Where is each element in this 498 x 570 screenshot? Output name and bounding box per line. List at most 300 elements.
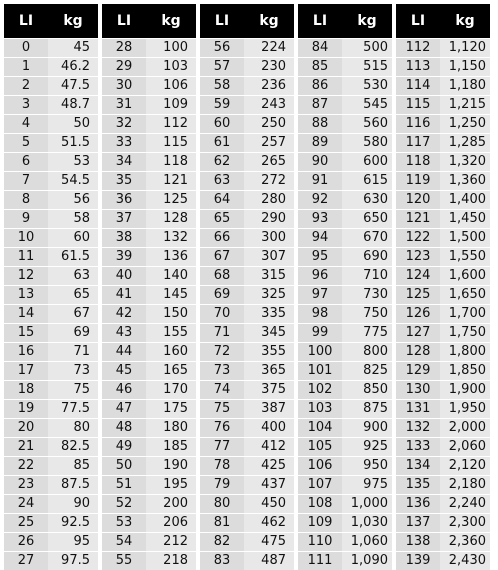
cell-load-index: 1 (4, 58, 48, 76)
table-row (4, 437, 98, 456)
table-row (298, 152, 392, 171)
table-row (4, 304, 98, 323)
cell-load-index: 108 (298, 495, 342, 513)
table-row (298, 456, 392, 475)
table-rows (4, 38, 98, 570)
table-row (396, 380, 490, 399)
cell-load-index: 26 (4, 533, 48, 551)
cell-kg: 150 (163, 306, 188, 321)
table-row (102, 532, 196, 551)
table-row (4, 247, 98, 266)
cell-kg: 2,300 (448, 515, 486, 530)
table-header (298, 4, 392, 38)
table-row (102, 513, 196, 532)
cell-kg: 71 (73, 344, 90, 359)
table-row (4, 190, 98, 209)
table-row (4, 133, 98, 152)
cell-kg: 125 (163, 192, 188, 207)
table-row (4, 342, 98, 361)
table-row (200, 76, 294, 95)
cell-load-index: 126 (396, 305, 440, 323)
cell-load-index: 85 (298, 58, 342, 76)
cell-kg: 462 (261, 515, 286, 530)
cell-kg: 1,250 (448, 116, 486, 131)
cell-kg: 121 (163, 173, 188, 188)
table-row (396, 342, 490, 361)
cell-kg: 195 (163, 477, 188, 492)
cell-load-index: 115 (396, 96, 440, 114)
cell-kg: 750 (363, 306, 388, 321)
table-row (396, 114, 490, 133)
table-row (298, 38, 392, 57)
cell-load-index: 139 (396, 552, 440, 570)
cell-kg: 450 (261, 496, 286, 511)
cell-kg: 730 (363, 287, 388, 302)
cell-load-index: 97 (298, 286, 342, 304)
cell-load-index: 127 (396, 324, 440, 342)
cell-load-index: 10 (4, 229, 48, 247)
cell-load-index: 87 (298, 96, 342, 114)
cell-load-index: 128 (396, 343, 440, 361)
table-row (396, 532, 490, 551)
table-row (200, 133, 294, 152)
cell-load-index: 35 (102, 172, 146, 190)
cell-kg: 224 (261, 40, 286, 55)
table-row (396, 456, 490, 475)
cell-load-index: 42 (102, 305, 146, 323)
cell-kg: 500 (363, 40, 388, 55)
cell-kg: 365 (261, 363, 286, 378)
cell-load-index: 50 (102, 457, 146, 475)
cell-kg: 437 (261, 477, 286, 492)
table-row (4, 95, 98, 114)
cell-load-index: 80 (200, 495, 244, 513)
cell-kg: 650 (363, 211, 388, 226)
cell-load-index: 71 (200, 324, 244, 342)
cell-kg: 975 (363, 477, 388, 492)
table-row (298, 266, 392, 285)
table-row (102, 551, 196, 570)
table-group (200, 4, 294, 570)
cell-load-index: 46 (102, 381, 146, 399)
cell-load-index: 19 (4, 400, 48, 418)
cell-kg: 200 (163, 496, 188, 511)
cell-load-index: 133 (396, 438, 440, 456)
cell-load-index: 16 (4, 343, 48, 361)
cell-load-index: 25 (4, 514, 48, 532)
cell-kg: 1,800 (448, 344, 486, 359)
cell-load-index: 51 (102, 476, 146, 494)
cell-load-index: 112 (396, 39, 440, 57)
header-li: LI (18, 13, 34, 29)
header-kg: kg (455, 13, 475, 29)
cell-kg: 355 (261, 344, 286, 359)
cell-kg: 1,120 (448, 40, 486, 55)
cell-kg: 100 (163, 40, 188, 55)
cell-kg: 190 (163, 458, 188, 473)
table-row (298, 475, 392, 494)
cell-kg: 95 (73, 534, 90, 549)
cell-load-index: 48 (102, 419, 146, 437)
cell-load-index: 20 (4, 419, 48, 437)
table-row (102, 399, 196, 418)
cell-load-index: 41 (102, 286, 146, 304)
table-row (4, 475, 98, 494)
cell-load-index: 13 (4, 286, 48, 304)
header-li: LI (410, 13, 426, 29)
cell-load-index: 59 (200, 96, 244, 114)
cell-load-index: 79 (200, 476, 244, 494)
cell-kg: 1,320 (448, 154, 486, 169)
cell-kg: 128 (163, 211, 188, 226)
cell-kg: 60 (73, 230, 90, 245)
header-kg: kg (63, 13, 83, 29)
cell-load-index: 114 (396, 77, 440, 95)
cell-load-index: 22 (4, 457, 48, 475)
table-row (396, 285, 490, 304)
cell-kg: 400 (261, 420, 286, 435)
table-row (200, 437, 294, 456)
table-row (102, 76, 196, 95)
cell-kg: 272 (261, 173, 286, 188)
cell-load-index: 110 (298, 533, 342, 551)
cell-load-index: 104 (298, 419, 342, 437)
cell-load-index: 82 (200, 533, 244, 551)
cell-kg: 92.5 (61, 515, 90, 530)
cell-kg: 132 (163, 230, 188, 245)
cell-load-index: 91 (298, 172, 342, 190)
cell-load-index: 117 (396, 134, 440, 152)
cell-kg: 710 (363, 268, 388, 283)
cell-kg: 2,060 (448, 439, 486, 454)
table-row (102, 190, 196, 209)
cell-kg: 825 (363, 363, 388, 378)
table-group (396, 4, 490, 570)
table-row (298, 361, 392, 380)
table-row (4, 209, 98, 228)
table-row (102, 475, 196, 494)
cell-load-index: 76 (200, 419, 244, 437)
cell-kg: 545 (363, 97, 388, 112)
header-kg: kg (259, 13, 279, 29)
table-row (102, 456, 196, 475)
cell-kg: 560 (363, 116, 388, 131)
cell-load-index: 65 (200, 210, 244, 228)
table-row (200, 190, 294, 209)
table-row (200, 209, 294, 228)
table-row (200, 551, 294, 570)
table-row (200, 57, 294, 76)
table-row (4, 323, 98, 342)
table-row (4, 152, 98, 171)
cell-load-index: 88 (298, 115, 342, 133)
cell-load-index: 2 (4, 77, 48, 95)
cell-kg: 850 (363, 382, 388, 397)
cell-kg: 475 (261, 534, 286, 549)
header-li: LI (116, 13, 132, 29)
table-row (298, 285, 392, 304)
cell-kg: 87.5 (61, 477, 90, 492)
cell-kg: 175 (163, 401, 188, 416)
cell-kg: 335 (261, 306, 286, 321)
cell-load-index: 40 (102, 267, 146, 285)
cell-load-index: 111 (298, 552, 342, 570)
table-row (396, 171, 490, 190)
table-row (102, 152, 196, 171)
cell-load-index: 93 (298, 210, 342, 228)
cell-load-index: 6 (4, 153, 48, 171)
cell-load-index: 3 (4, 96, 48, 114)
cell-load-index: 54 (102, 533, 146, 551)
table-row (298, 228, 392, 247)
header-li: LI (312, 13, 328, 29)
cell-kg: 51.5 (61, 135, 90, 150)
cell-load-index: 72 (200, 343, 244, 361)
cell-load-index: 5 (4, 134, 48, 152)
cell-kg: 109 (163, 97, 188, 112)
cell-load-index: 62 (200, 153, 244, 171)
table-row (298, 532, 392, 551)
cell-kg: 97.5 (61, 553, 90, 568)
table-row (298, 114, 392, 133)
cell-load-index: 122 (396, 229, 440, 247)
cell-kg: 290 (261, 211, 286, 226)
cell-kg: 1,000 (350, 496, 388, 511)
table-header (200, 4, 294, 38)
cell-kg: 800 (363, 344, 388, 359)
table-header (396, 4, 490, 38)
cell-load-index: 78 (200, 457, 244, 475)
cell-kg: 155 (163, 325, 188, 340)
table-row (4, 456, 98, 475)
cell-kg: 206 (163, 515, 188, 530)
table-row (102, 133, 196, 152)
cell-kg: 212 (163, 534, 188, 549)
cell-load-index: 36 (102, 191, 146, 209)
cell-load-index: 119 (396, 172, 440, 190)
table-row (396, 133, 490, 152)
cell-kg: 615 (363, 173, 388, 188)
table-rows (102, 38, 196, 570)
table-row (200, 266, 294, 285)
cell-load-index: 63 (200, 172, 244, 190)
cell-load-index: 103 (298, 400, 342, 418)
cell-load-index: 121 (396, 210, 440, 228)
cell-load-index: 69 (200, 286, 244, 304)
table-row (200, 228, 294, 247)
cell-load-index: 135 (396, 476, 440, 494)
table-row (298, 190, 392, 209)
cell-load-index: 60 (200, 115, 244, 133)
cell-kg: 82.5 (61, 439, 90, 454)
table-row (298, 95, 392, 114)
cell-kg: 1,060 (350, 534, 388, 549)
table-row (298, 171, 392, 190)
cell-kg: 1,750 (448, 325, 486, 340)
cell-kg: 61.5 (61, 249, 90, 264)
cell-kg: 180 (163, 420, 188, 435)
cell-load-index: 45 (102, 362, 146, 380)
cell-load-index: 55 (102, 552, 146, 570)
table-row (200, 152, 294, 171)
cell-kg: 2,120 (448, 458, 486, 473)
cell-kg: 325 (261, 287, 286, 302)
table-row (200, 494, 294, 513)
cell-load-index: 28 (102, 39, 146, 57)
cell-load-index: 109 (298, 514, 342, 532)
cell-kg: 185 (163, 439, 188, 454)
cell-load-index: 123 (396, 248, 440, 266)
table-row (396, 551, 490, 570)
cell-load-index: 67 (200, 248, 244, 266)
table-rows (200, 38, 294, 570)
cell-load-index: 77 (200, 438, 244, 456)
cell-load-index: 89 (298, 134, 342, 152)
cell-kg: 1,700 (448, 306, 486, 321)
table-row (4, 114, 98, 133)
table-row (4, 361, 98, 380)
cell-load-index: 74 (200, 381, 244, 399)
cell-load-index: 118 (396, 153, 440, 171)
cell-kg: 170 (163, 382, 188, 397)
table-header (4, 4, 98, 38)
cell-kg: 257 (261, 135, 286, 150)
table-row (4, 57, 98, 76)
cell-kg: 315 (261, 268, 286, 283)
cell-load-index: 44 (102, 343, 146, 361)
cell-load-index: 12 (4, 267, 48, 285)
table-row (396, 475, 490, 494)
table-row (200, 475, 294, 494)
cell-kg: 1,600 (448, 268, 486, 283)
cell-kg: 136 (163, 249, 188, 264)
cell-load-index: 107 (298, 476, 342, 494)
cell-kg: 46.2 (61, 59, 90, 74)
table-row (4, 228, 98, 247)
table-row (396, 266, 490, 285)
table-row (298, 304, 392, 323)
cell-kg: 54.5 (61, 173, 90, 188)
table-row (396, 323, 490, 342)
cell-kg: 1,360 (448, 173, 486, 188)
cell-kg: 118 (163, 154, 188, 169)
table-row (4, 38, 98, 57)
table-row (200, 418, 294, 437)
table-row (4, 418, 98, 437)
table-row (396, 418, 490, 437)
cell-load-index: 58 (200, 77, 244, 95)
table-row (102, 285, 196, 304)
table-row (396, 38, 490, 57)
table-row (396, 437, 490, 456)
cell-kg: 515 (363, 59, 388, 74)
cell-kg: 2,000 (448, 420, 486, 435)
table-row (102, 114, 196, 133)
cell-kg: 165 (163, 363, 188, 378)
table-row (396, 494, 490, 513)
cell-kg: 53 (73, 154, 90, 169)
cell-load-index: 61 (200, 134, 244, 152)
table-row (4, 171, 98, 190)
cell-load-index: 57 (200, 58, 244, 76)
table-row (200, 361, 294, 380)
cell-kg: 56 (73, 192, 90, 207)
cell-kg: 307 (261, 249, 286, 264)
table-row (298, 437, 392, 456)
cell-load-index: 11 (4, 248, 48, 266)
cell-kg: 2,360 (448, 534, 486, 549)
table-row (298, 494, 392, 513)
cell-kg: 2,180 (448, 477, 486, 492)
cell-load-index: 96 (298, 267, 342, 285)
cell-kg: 690 (363, 249, 388, 264)
cell-kg: 112 (163, 116, 188, 131)
table-row (298, 418, 392, 437)
cell-load-index: 0 (4, 39, 48, 57)
table-row (102, 266, 196, 285)
table-row (396, 76, 490, 95)
cell-kg: 425 (261, 458, 286, 473)
table-row (298, 133, 392, 152)
cell-kg: 1,450 (448, 211, 486, 226)
table-row (4, 266, 98, 285)
table-row (102, 418, 196, 437)
table-row (200, 456, 294, 475)
table-row (102, 437, 196, 456)
cell-load-index: 116 (396, 115, 440, 133)
cell-load-index: 101 (298, 362, 342, 380)
cell-load-index: 18 (4, 381, 48, 399)
cell-load-index: 56 (200, 39, 244, 57)
cell-load-index: 113 (396, 58, 440, 76)
table-row (298, 323, 392, 342)
header-li: LI (214, 13, 230, 29)
cell-kg: 1,030 (350, 515, 388, 530)
cell-kg: 67 (73, 306, 90, 321)
cell-load-index: 129 (396, 362, 440, 380)
cell-kg: 218 (163, 553, 188, 568)
cell-load-index: 90 (298, 153, 342, 171)
cell-kg: 1,950 (448, 401, 486, 416)
cell-kg: 90 (73, 496, 90, 511)
cell-kg: 900 (363, 420, 388, 435)
cell-load-index: 17 (4, 362, 48, 380)
table-row (102, 209, 196, 228)
cell-load-index: 98 (298, 305, 342, 323)
table-header (102, 4, 196, 38)
cell-load-index: 134 (396, 457, 440, 475)
table-row (298, 551, 392, 570)
table-row (200, 285, 294, 304)
cell-kg: 85 (73, 458, 90, 473)
table-group (102, 4, 196, 570)
cell-kg: 265 (261, 154, 286, 169)
table-row (102, 95, 196, 114)
cell-kg: 387 (261, 401, 286, 416)
cell-kg: 775 (363, 325, 388, 340)
table-row (102, 494, 196, 513)
table-row (200, 513, 294, 532)
cell-load-index: 43 (102, 324, 146, 342)
cell-load-index: 68 (200, 267, 244, 285)
table-row (102, 342, 196, 361)
table-group (4, 4, 98, 570)
table-row (396, 190, 490, 209)
cell-kg: 300 (261, 230, 286, 245)
cell-load-index: 49 (102, 438, 146, 456)
cell-kg: 487 (261, 553, 286, 568)
cell-load-index: 132 (396, 419, 440, 437)
